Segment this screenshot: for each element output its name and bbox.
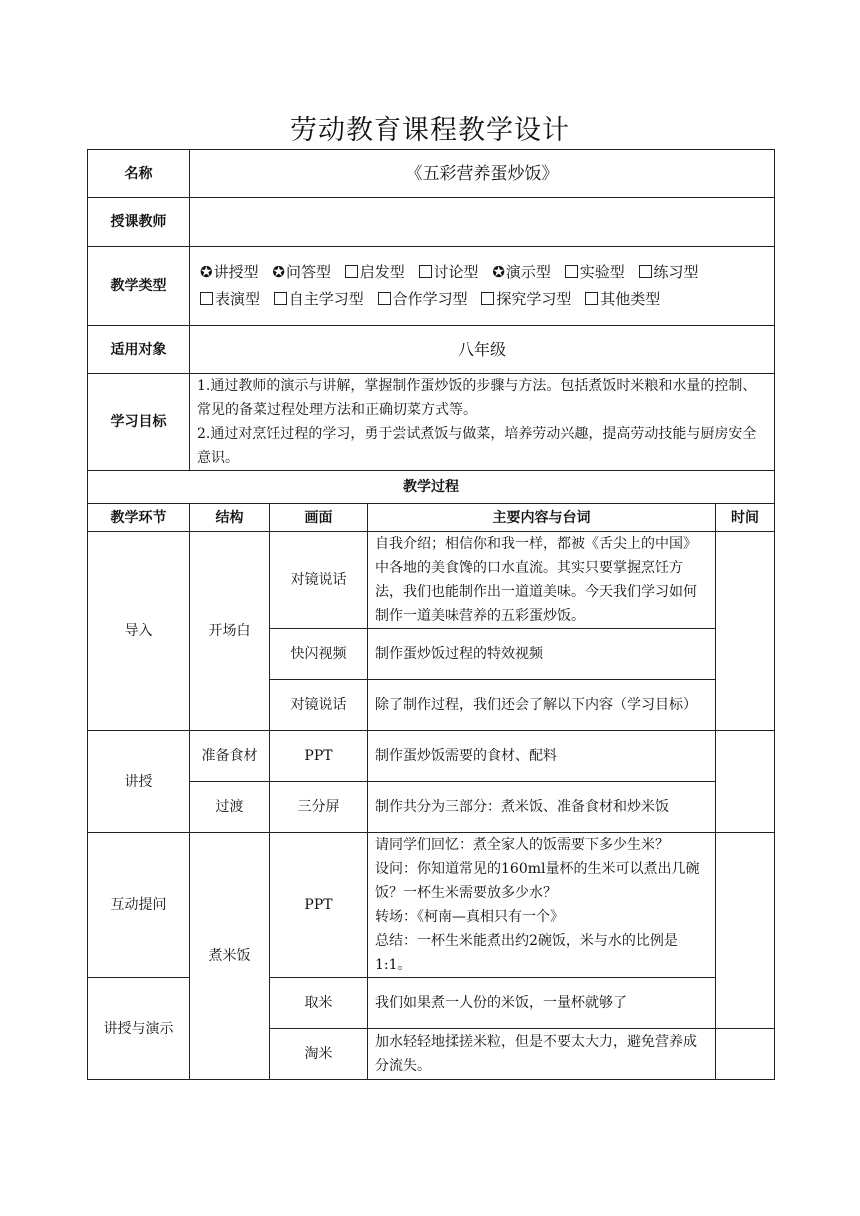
document-title: 劳动教育课程教学设计: [290, 115, 570, 146]
row-name: [88, 150, 775, 198]
teaching-type-label: 探究学习型: [496, 290, 572, 308]
content-line: 设问：你知道常见的160ml量杯的生米可以煮出几碗饭？一杯生米需要放多少水？: [375, 861, 700, 901]
checkbox-empty-icon: [345, 265, 358, 278]
structure-opening: 开场白: [190, 532, 270, 731]
screen-cell: 淘米: [270, 1029, 368, 1080]
teaching-type-label: 其他类型: [600, 290, 661, 308]
structure-cook-rice: 煮米饭: [190, 833, 270, 1080]
content-line: 转场：《柯南—真相只有一个》: [375, 909, 564, 925]
screen-cell: PPT: [270, 833, 368, 978]
content-line: 请同学们回忆：煮全家人的饭需要下多少生米？: [375, 837, 669, 853]
time-cell: [716, 833, 775, 1029]
col-header-content: 主要内容与台词: [368, 504, 716, 532]
checkbox-empty-icon: [274, 292, 287, 305]
teaching-type-label: 讲授型: [213, 263, 259, 281]
teacher-value: [190, 198, 775, 247]
row-process-heading: [88, 471, 775, 504]
table-row: [88, 532, 775, 629]
checkbox-empty-icon: [585, 292, 598, 305]
table-row: [88, 731, 775, 782]
teaching-type-label: 自主学习型: [288, 290, 364, 308]
teaching-type-option: [481, 290, 571, 308]
time-cell: [716, 532, 775, 731]
col-header-structure: 结构: [190, 504, 270, 532]
checked-mark-icon: ✪: [272, 263, 285, 281]
content-cell: 制作蛋炒饭需要的食材、配料: [368, 731, 716, 782]
lesson-plan-table: [87, 149, 775, 1080]
content-cell: 我们如果煮一人份的米饭，一量杯就够了: [368, 978, 716, 1029]
content-cell: 制作共分为三部分：煮米饭、准备食材和炒米饭: [368, 782, 716, 833]
checkbox-empty-icon: [481, 292, 494, 305]
content-line: 总结：一杯生米能煮出约2碗饭，米与水的比例是1:1。: [375, 933, 678, 973]
screen-cell: 取米: [270, 978, 368, 1029]
structure-ingredients: 准备食材: [190, 731, 270, 782]
screen-cell: 三分屏: [270, 782, 368, 833]
content-cell: 除了制作过程，我们还会了解以下内容（学习目标）: [368, 680, 716, 731]
time-cell: [716, 1029, 775, 1080]
row-teaching-type: [88, 247, 775, 326]
goal-item: 1.通过教师的演示与讲解，掌握制作蛋炒饭的步骤与方法。包括煮饭时米粮和水量的控制、常见的备菜过程处理方法和正确切菜方式等。: [197, 378, 757, 418]
checkbox-empty-icon: [200, 292, 213, 305]
screen-cell: PPT: [270, 731, 368, 782]
goals-label: 学习目标: [88, 374, 190, 471]
teaching-type-option: [419, 263, 479, 281]
teaching-type-option: [200, 263, 259, 281]
teaching-type-options: [190, 247, 775, 326]
stage-intro: 导入: [88, 532, 190, 731]
checkbox-empty-icon: [639, 265, 652, 278]
col-header-stage: 教学环节: [88, 504, 190, 532]
col-header-time: 时间: [716, 504, 775, 532]
row-goals: [88, 374, 775, 471]
teaching-type-label: 合作学习型: [392, 290, 468, 308]
teaching-type-label: 实验型: [579, 263, 625, 281]
teacher-label: 授课教师: [88, 198, 190, 247]
teaching-type-label: 启发型: [359, 263, 405, 281]
teaching-type-label: 演示型: [505, 263, 551, 281]
audience-value: 八年级: [190, 326, 775, 374]
screen-cell: 快闪视频: [270, 629, 368, 680]
teaching-type-option: [200, 290, 260, 308]
checkbox-empty-icon: [419, 265, 432, 278]
stage-interactive: 互动提问: [88, 833, 190, 978]
teaching-type-option: [378, 290, 468, 308]
table-row: [88, 833, 775, 978]
teaching-type-label: 讨论型: [433, 263, 479, 281]
teaching-type-option: [639, 263, 699, 281]
table-row: [88, 782, 775, 833]
content-cell: 加水轻轻地揉搓米粒，但是不要太大力，避免营养成分流失。: [368, 1029, 716, 1080]
audience-label: 适用对象: [88, 326, 190, 374]
row-audience: [88, 326, 775, 374]
stage-lecture: 讲授: [88, 731, 190, 833]
time-cell: [716, 731, 775, 833]
teaching-type-option: [345, 263, 405, 281]
process-heading: 教学过程: [88, 471, 775, 504]
content-cell: 制作蛋炒饭过程的特效视频: [368, 629, 716, 680]
teaching-type-label: 练习型: [653, 263, 699, 281]
teaching-type-option: [585, 290, 660, 308]
teaching-type-label: 表演型: [215, 290, 261, 308]
teaching-type-option: [492, 263, 551, 281]
teaching-type-option: [274, 290, 364, 308]
goal-item: 2.通过对烹饪过程的学习，勇于尝试煮饭与做菜，培养劳动兴趣，提高劳动技能与厨房安全意识。: [197, 426, 757, 466]
screen-cell: 对镜说话: [270, 532, 368, 629]
row-teacher: [88, 198, 775, 247]
structure-transition: 过渡: [190, 782, 270, 833]
type-label: 教学类型: [88, 247, 190, 326]
content-cell: 自我介绍；相信你和我一样，都被《舌尖上的中国》中各地的美食馋的口水直流。其实只要掌握烹饪方法，我们也能制作出一道道美味。今天我们学习如何制作一道美味营养的五彩蛋炒饭。: [368, 532, 716, 629]
name-label: 名称: [88, 150, 190, 198]
col-header-screen: 画面: [270, 504, 368, 532]
row-column-headers: [88, 504, 775, 532]
lesson-name: 《五彩营养蛋炒饭》: [190, 150, 775, 198]
stage-demo: 讲授与演示: [88, 978, 190, 1080]
teaching-type-option: [272, 263, 331, 281]
checkbox-empty-icon: [565, 265, 578, 278]
screen-cell: 对镜说话: [270, 680, 368, 731]
content-cell: [368, 833, 716, 978]
checkbox-empty-icon: [378, 292, 391, 305]
checked-mark-icon: ✪: [200, 263, 213, 281]
teaching-type-label: 问答型: [285, 263, 331, 281]
teaching-type-option: [565, 263, 625, 281]
checked-mark-icon: ✪: [492, 263, 505, 281]
learning-goals: [190, 374, 775, 471]
